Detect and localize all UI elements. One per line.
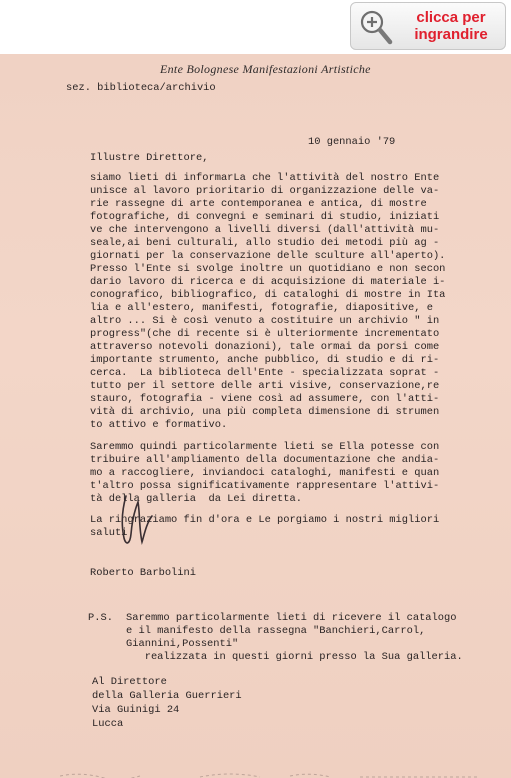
paragraph-line: lia e all'estero, manifesti, fotografie, diapositive, e [90, 302, 433, 314]
ps-label: P.S. [88, 612, 113, 624]
paragraph-line: conografico, bibliografico, di cataloghi di mostre in Ita [90, 289, 446, 301]
paragraph-line: attraverso notevoli donazioni), tale ormai da porsi come [90, 341, 440, 353]
faded-footer-print [60, 768, 480, 778]
address-line: Al Direttore [92, 676, 167, 688]
paragraph-line: tà della galleria da Lei diretta. [90, 493, 303, 505]
paragraph-line: ve che intervengono a livelli diversi (dall'attività mu- [90, 224, 440, 236]
salutation: Illustre Direttore, [90, 152, 209, 164]
zoom-button[interactable] [350, 2, 506, 50]
paragraph-line: fotografiche, di convegni e seminari di studio, iniziati [90, 211, 440, 223]
ps-line: Saremmo particolarmente lieti di ricevere il catalogo [126, 612, 457, 624]
paragraph-line: rie rassegne di arte contemporanea e antica, di mostre [90, 198, 427, 210]
letter-date: 10 gennaio '79 [308, 136, 396, 148]
address-line: Lucca [92, 718, 124, 730]
address-line: della Galleria Guerrieri [92, 690, 242, 702]
paragraph-line: Saremmo quindi particolarmente lieti se Ella potesse con [90, 441, 440, 453]
paragraph-line: saluti [90, 527, 128, 539]
section-label: sez. biblioteca/archivio [66, 82, 216, 94]
paragraph-line: dario lavoro di ricerca e di acquisizione di materiale i- [90, 276, 446, 288]
paragraph-line: La ringraziamo fin d'ora e Le porgiamo i nostri migliori [90, 514, 440, 526]
paragraph-line: Presso l'Ente si svolge inoltre un quotidiano e non secon [90, 263, 446, 275]
paragraph-line: stauro, fotografia - viene così ad assumere, con l'atti- [90, 393, 440, 405]
paragraph-line: cerca. La biblioteca dell'Ente - specializzata soprat - [90, 367, 440, 379]
paragraph-line: vità di archivio, una più completa dimensione di strumen [90, 406, 440, 418]
letterhead: Ente Bolognese Manifestazioni Artistiche [160, 62, 371, 76]
paragraph-line: t'altro possa significativamente rappresentare l'attivi- [90, 480, 440, 492]
zoom-label [399, 9, 503, 43]
top-bar [0, 0, 511, 52]
paragraph-line: importante strumento, anche pubblico, di studio e di ri- [90, 354, 440, 366]
letter-scan[interactable] [0, 54, 511, 778]
paragraph-line: giornati per la conservazione delle sculture all'aperto). [90, 250, 446, 262]
signature-name: Roberto Barbolini [90, 567, 197, 579]
paragraph-line: mo a raccogliere, inviandoci cataloghi, manifesti e quan [90, 467, 440, 479]
address-line: Via Guinigi 24 [92, 704, 180, 716]
paragraph-line: to attivo e formativo. [90, 419, 228, 431]
ps-line: realizzata in questi giorni presso la Sua galleria. [126, 651, 463, 663]
ps-line: Giannini,Possenti" [126, 638, 239, 650]
paragraph-line: unisce al lavoro prioritario di organizzazione delle va- [90, 185, 440, 197]
zoom-label-line1: clicca per [416, 9, 486, 26]
paragraph-line: progress"(che di recente si è ulteriormente incrementato [90, 328, 440, 340]
paragraph-line: tutto per il settore delle arti visive, conservazione,re [90, 380, 440, 392]
paragraph-line: tribuire all'ampliamento della documentazione che andia- [90, 454, 440, 466]
magnifier-plus-icon [359, 9, 393, 45]
zoom-label-line2: ingrandire [414, 26, 488, 43]
ps-line: e il manifesto della rassegna "Banchieri,Carrol, [126, 625, 426, 637]
paragraph-line: siamo lieti di informarLa che l'attività del nostro Ente [90, 172, 440, 184]
paragraph-line: altro ... Si è così venuto a costituire un archivio " in [90, 315, 440, 327]
paragraph-line: seale,ai beni culturali, allo studio dei metodi più ag - [90, 237, 440, 249]
handwritten-signature [112, 492, 172, 552]
